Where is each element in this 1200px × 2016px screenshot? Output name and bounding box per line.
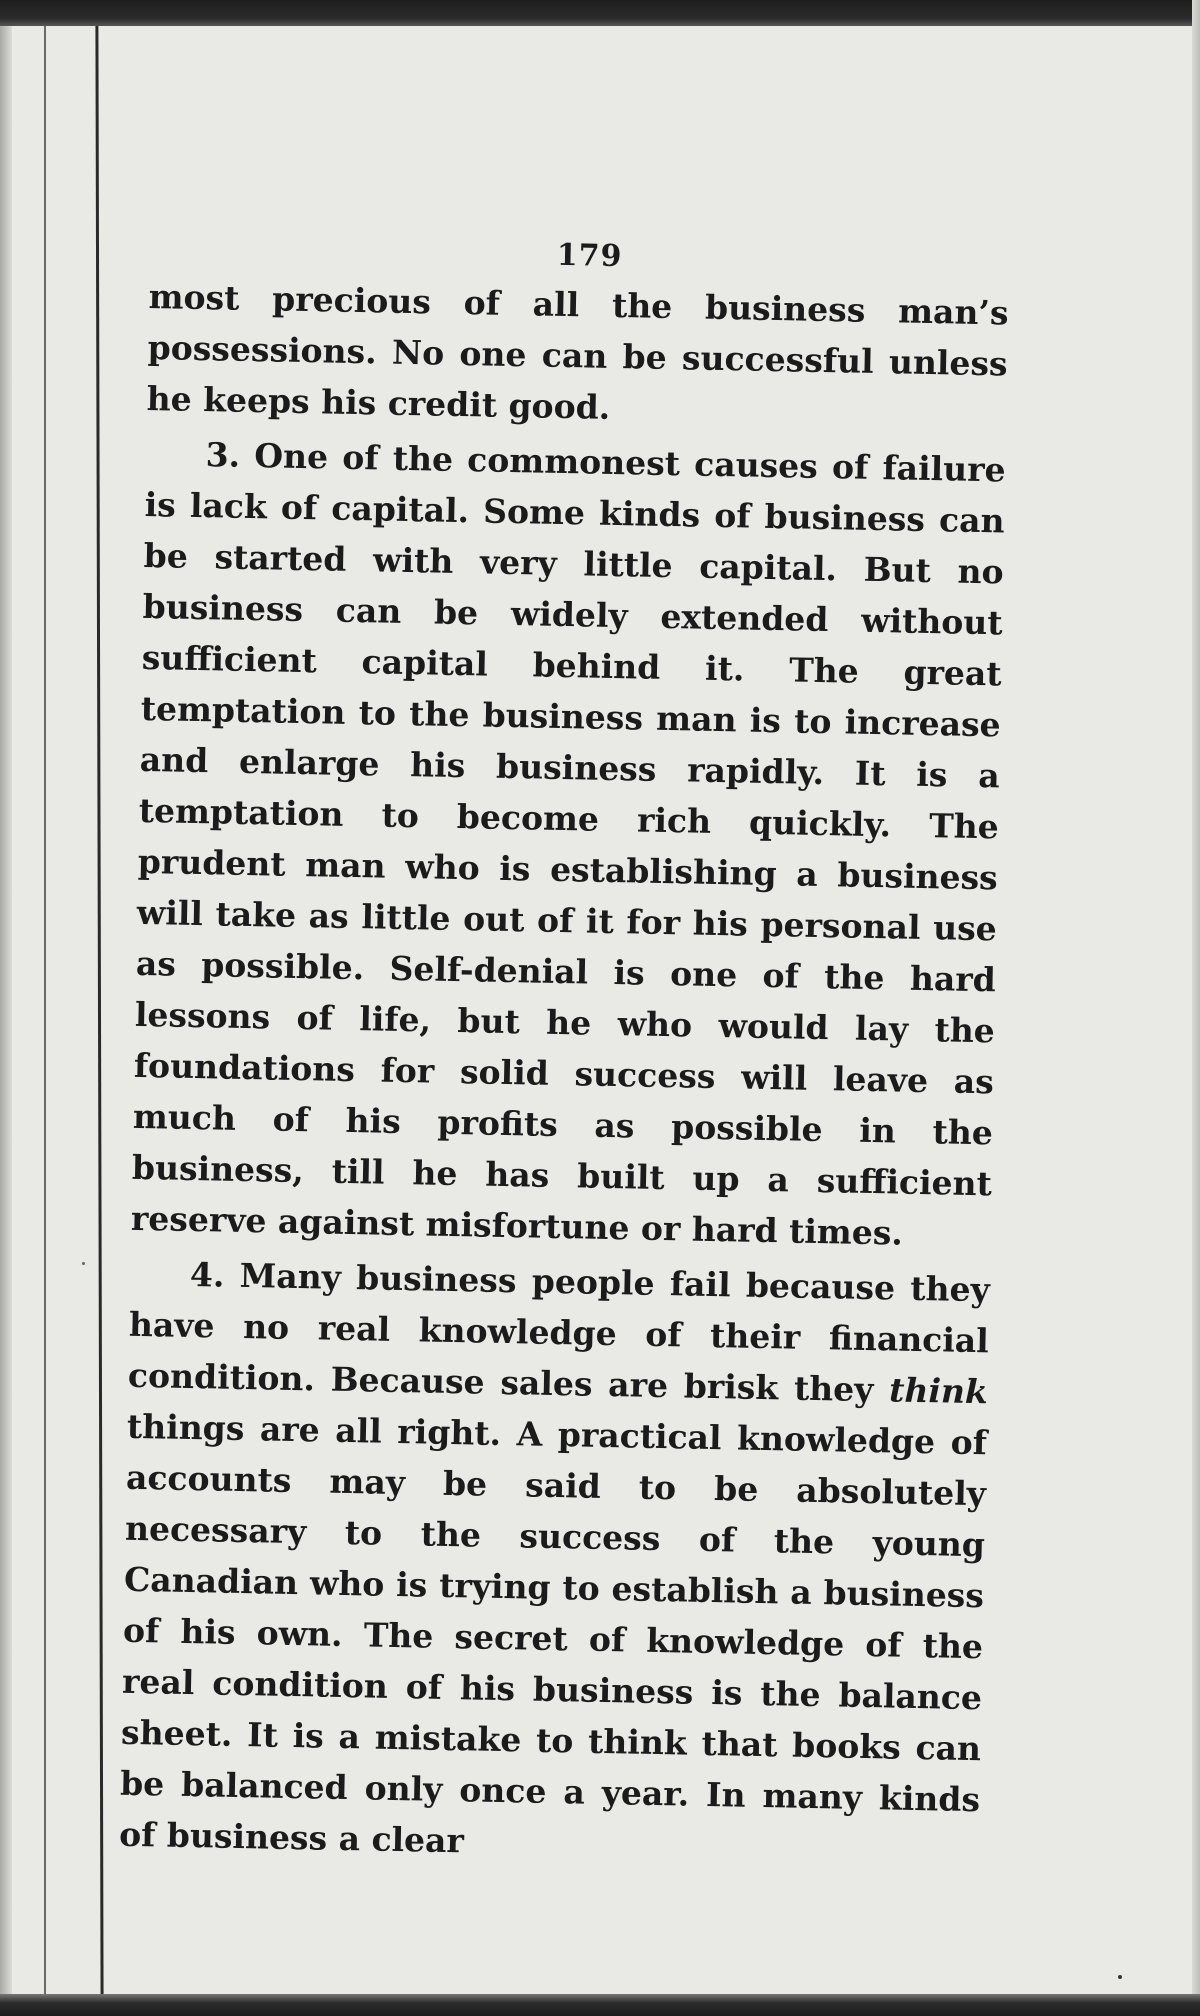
paragraph-continuation: most precious of all the business man’s possessions. No one can be successful unless he keeps his credit good. <box>146 276 1009 427</box>
margin-rule-outer <box>95 20 103 2010</box>
paragraph-point-4-end: things are all right. A practical knowledge of accounts may be said to be absolutely necessary to the success of the young Canadian who is trying to establish a business of his own. The secret of knowledge of the real condition of his business is the balance sheet. It is a mistake to think that books can be balanced only once a year. In many kinds of business a clear <box>118 1406 988 1861</box>
paragraph-point-3: 3. One of the commonest causes of failure is lack of capital. Some kinds of business can be started with very little capital. But no business can be widely extended without sufficient capital behind it. The great temptation to the business man is to increase and enlarge his business rapidly. It is a temptation to become rich quickly. The prudent man who is establishing a business will take as little out of it for his personal use as possible. Self-denial is one of the hard lessons of life, but he who would lay the foundations for solid success will leave as much of his profits as possible in the business, till he has built up a sufficient reserve against misfortune or hard times. <box>130 435 1006 1253</box>
paragraph-point-4 <box>119 1248 991 1876</box>
scan-top-border <box>0 0 1200 26</box>
page-left-shadow <box>0 0 12 2016</box>
scan-right-edge <box>1192 0 1200 2016</box>
margin-rule-inner <box>44 20 46 2010</box>
italic-word-think: think <box>888 1370 989 1412</box>
page-text <box>119 230 1010 1880</box>
dust-speck <box>82 1262 85 1265</box>
page-number: 179 <box>556 237 623 275</box>
paragraph-point-4-start: 4. Many business people fail because they have no real knowledge of their financial condition. Because sales are brisk they <box>127 1254 991 1410</box>
scan-bottom-border <box>0 1994 1200 2016</box>
dust-speck <box>1118 1975 1122 1979</box>
